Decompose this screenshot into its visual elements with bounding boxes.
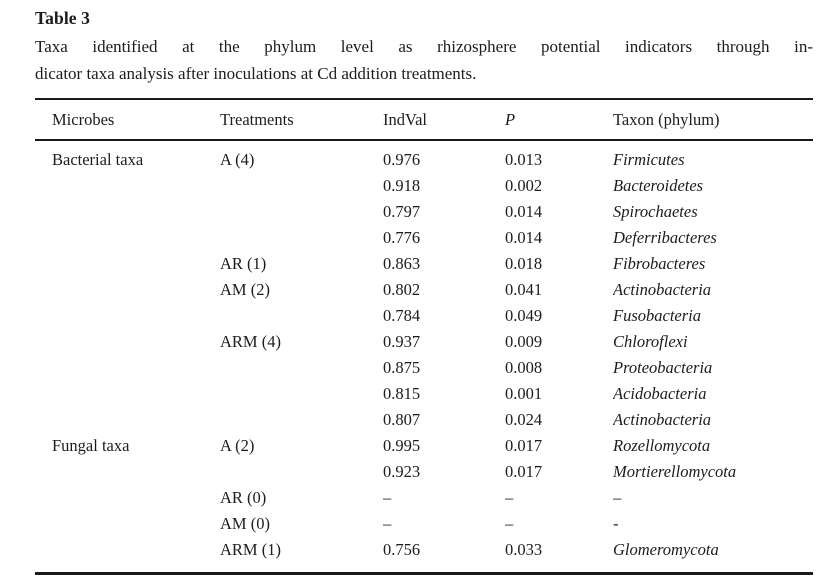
cell-p: –	[505, 488, 514, 507]
caption-line-2: dicator taxa analysis after inoculations at Cd addition treatments.	[35, 64, 477, 83]
cell-p: 0.017	[505, 436, 543, 455]
cell-indval: 0.807	[383, 410, 421, 429]
cell-microbes: Fungal taxa	[52, 436, 130, 455]
cell-microbes	[35, 355, 220, 381]
cell-taxon: Mortierellomycota	[613, 462, 737, 481]
cell-treatments: A (4)	[220, 150, 255, 169]
cell-microbes	[35, 511, 220, 537]
cell-treatments	[220, 459, 383, 485]
cell-p: 0.033	[505, 540, 543, 559]
cell-microbes	[35, 485, 220, 511]
table-row	[35, 329, 813, 355]
cell-microbes	[35, 407, 220, 433]
cell-taxon: Fibrobacteres	[613, 254, 706, 273]
cell-microbes	[35, 277, 220, 303]
cell-taxon: Firmicutes	[613, 150, 685, 169]
cell-microbes: Bacterial taxa	[52, 150, 144, 169]
cell-treatments	[220, 303, 383, 329]
cell-taxon: Bacteroidetes	[613, 176, 704, 195]
table-figure	[35, 6, 813, 575]
cell-treatments: AR (1)	[220, 254, 267, 273]
cell-treatments	[220, 225, 383, 251]
table-row	[35, 199, 813, 225]
cell-p: –	[505, 514, 514, 533]
cell-p: 0.009	[505, 332, 543, 351]
cell-taxon: Fusobacteria	[613, 306, 701, 325]
cell-indval: 0.875	[383, 358, 421, 377]
cell-p: 0.014	[505, 202, 543, 221]
column-header-microbes: Microbes	[35, 99, 220, 140]
cell-taxon: Actinobacteria	[613, 280, 712, 299]
table-row	[35, 511, 813, 537]
table-row	[35, 485, 813, 511]
cell-p: 0.001	[505, 384, 543, 403]
cell-p: 0.024	[505, 410, 543, 429]
cell-microbes	[35, 303, 220, 329]
cell-microbes	[35, 251, 220, 277]
table-row	[35, 140, 813, 173]
column-header-p: P	[505, 99, 613, 140]
cell-p: 0.013	[505, 150, 543, 169]
cell-taxon: Acidobacteria	[613, 384, 707, 403]
cell-microbes	[35, 225, 220, 251]
cell-microbes	[35, 459, 220, 485]
column-header-taxon: Taxon (phylum)	[613, 99, 813, 140]
cell-treatments: ARM (4)	[220, 332, 281, 351]
cell-p: 0.017	[505, 462, 543, 481]
cell-indval: 0.976	[383, 150, 421, 169]
cell-indval: 0.802	[383, 280, 421, 299]
cell-p: 0.041	[505, 280, 543, 299]
cell-microbes	[35, 199, 220, 225]
cell-treatments: AM (2)	[220, 280, 270, 299]
table-row	[35, 173, 813, 199]
cell-indval: 0.815	[383, 384, 421, 403]
column-header-treatments: Treatments	[220, 99, 383, 140]
table-caption	[35, 33, 813, 87]
cell-treatments	[220, 173, 383, 199]
header-row	[35, 99, 813, 140]
cell-indval: –	[383, 514, 392, 533]
cell-indval: 0.923	[383, 462, 421, 481]
cell-treatments	[220, 355, 383, 381]
cell-microbes	[35, 329, 220, 355]
cell-indval: 0.797	[383, 202, 421, 221]
cell-treatments: ARM (1)	[220, 540, 281, 559]
cell-microbes	[35, 173, 220, 199]
table-row	[35, 251, 813, 277]
cell-p: 0.018	[505, 254, 543, 273]
table-row	[35, 303, 813, 329]
cell-indval: 0.918	[383, 176, 421, 195]
cell-p: 0.008	[505, 358, 543, 377]
cell-p: 0.014	[505, 228, 543, 247]
cell-taxon: –	[613, 488, 622, 507]
table-row	[35, 225, 813, 251]
cell-p: 0.049	[505, 306, 543, 325]
cell-treatments	[220, 381, 383, 407]
cell-taxon: -	[613, 514, 619, 533]
cell-indval: 0.863	[383, 254, 421, 273]
cell-indval: 0.995	[383, 436, 421, 455]
cell-treatments: A (2)	[220, 436, 255, 455]
table-row	[35, 459, 813, 485]
cell-treatments: AM (0)	[220, 514, 270, 533]
table-body	[35, 140, 813, 574]
caption-line-1: Taxa identified at the phylum level as rhizosphere potential indicators through in-	[35, 37, 813, 56]
cell-taxon: Spirochaetes	[613, 202, 698, 221]
cell-taxon: Proteobacteria	[613, 358, 713, 377]
cell-taxon: Deferribacteres	[613, 228, 717, 247]
indicator-taxa-table	[35, 98, 813, 575]
table-row	[35, 433, 813, 459]
table-number-title: Table 3	[35, 8, 91, 28]
table-row	[35, 277, 813, 303]
cell-p: 0.002	[505, 176, 543, 195]
cell-microbes	[35, 537, 220, 574]
cell-taxon: Glomeromycota	[613, 540, 719, 559]
table-row	[35, 381, 813, 407]
table-row	[35, 407, 813, 433]
cell-indval: 0.784	[383, 306, 421, 325]
table-row	[35, 355, 813, 381]
cell-treatments	[220, 199, 383, 225]
cell-indval: 0.756	[383, 540, 421, 559]
cell-treatments: AR (0)	[220, 488, 267, 507]
cell-taxon: Chloroflexi	[613, 332, 688, 351]
cell-taxon: Actinobacteria	[613, 410, 712, 429]
table-header	[35, 99, 813, 140]
cell-taxon: Rozellomycota	[613, 436, 711, 455]
table-row	[35, 537, 813, 574]
cell-indval: –	[383, 488, 392, 507]
cell-indval: 0.937	[383, 332, 421, 351]
cell-indval: 0.776	[383, 228, 421, 247]
cell-treatments	[220, 407, 383, 433]
cell-microbes	[35, 381, 220, 407]
column-header-indval: IndVal	[383, 99, 505, 140]
